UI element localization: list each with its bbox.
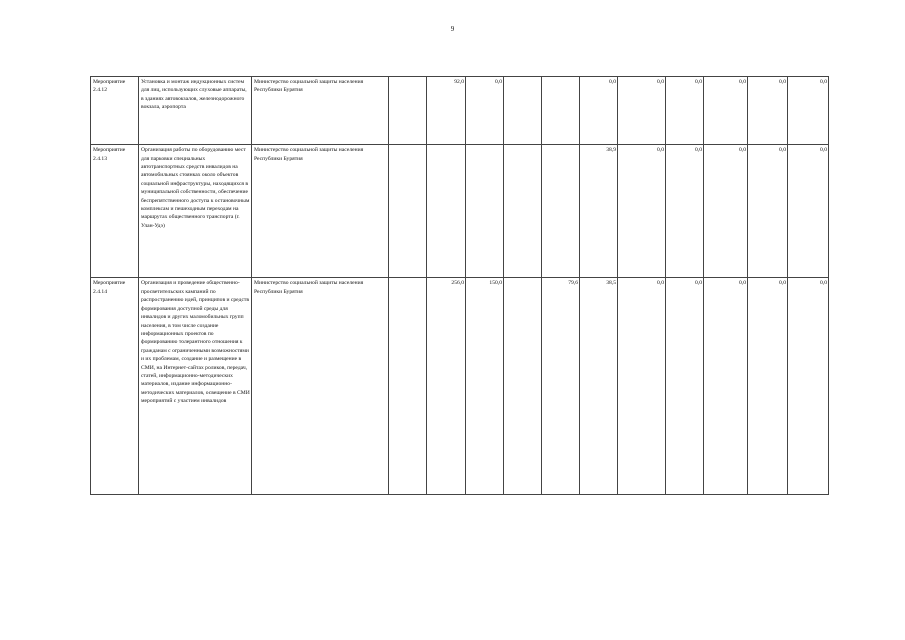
measure-name-cell: Установка и монтаж индукционных систем для лиц, использующих слуховые аппараты, в зданиях автовокзалов, железнодорожного вокзала, аэропорта	[139, 77, 252, 145]
funding-value-cell: 0,0	[704, 278, 748, 495]
funding-value-cell	[504, 278, 542, 495]
funding-value-cell: 0,0	[666, 278, 704, 495]
funding-value-cell: 0,0	[466, 77, 504, 145]
table-row	[91, 77, 829, 145]
funding-value-cell: 150,0	[466, 278, 504, 495]
page-number: 9	[450, 25, 455, 33]
funding-value-cell: 0,0	[618, 145, 666, 278]
funding-value-cell	[466, 145, 504, 278]
funding-value-cell: 0,0	[666, 145, 704, 278]
funding-value-cell: 38,9	[580, 145, 618, 278]
funding-value-cell: 0,0	[618, 77, 666, 145]
funding-value-cell	[427, 145, 466, 278]
funding-value-cell: 79,6	[542, 278, 580, 495]
executor-cell: Министерство социальной защиты населения Республики Бурятия	[252, 278, 389, 495]
funding-value-cell	[504, 145, 542, 278]
funding-value-cell: 0,0	[788, 145, 829, 278]
funding-value-cell: 38,5	[580, 278, 618, 495]
funding-value-cell	[389, 278, 427, 495]
funding-value-cell: 0,0	[618, 278, 666, 495]
funding-value-cell: 0,0	[748, 145, 788, 278]
measure-code-cell: Мероприятие 2.4.14	[91, 278, 139, 495]
program-measures-table	[90, 76, 829, 495]
funding-value-cell: 0,0	[704, 77, 748, 145]
funding-value-cell	[542, 145, 580, 278]
funding-value-cell	[389, 77, 427, 145]
funding-value-cell: 92,0	[427, 77, 466, 145]
executor-cell: Министерство социальной защиты населения Республики Бурятия	[252, 77, 389, 145]
measure-name-cell: Организация и проведение общественно-просветительских кампаний по распространению идей, принципов и средств формирования доступной среды для инвалидов и других маломобильных групп населения, в том числе создание информационных проектов по формированию толерантного отношения к гражданам с ограниченными возможностями и их проблемам, создание и размещение в СМИ, на Интернет-сайтах роликов, передач, статей, информационно-методических материалов, издание информационно-методических материалов, освещение в СМИ мероприятий с участием инвалидов	[139, 278, 252, 495]
funding-value-cell	[389, 145, 427, 278]
measure-code-cell: Мероприятие 2.4.13	[91, 145, 139, 278]
funding-value-cell	[542, 77, 580, 145]
funding-value-cell: 0,0	[704, 145, 748, 278]
measure-name-cell: Организация работы по оборудованию мест для парковки специальных автотранспортных средств инвалидов на автомобильных стоянках около объектов социальной инфраструктуры, находящихся в муниципальной собственности, обеспечение беспрепятственного доступа к остановочным комплексам и пешеходным переходам на маршрутах общественного транспорта (г. Улан-Удэ)	[139, 145, 252, 278]
funding-value-cell	[504, 77, 542, 145]
funding-value-cell: 0,0	[788, 278, 829, 495]
funding-value-cell: 0,0	[580, 77, 618, 145]
funding-value-cell: 0,0	[666, 77, 704, 145]
funding-value-cell: 256,0	[427, 278, 466, 495]
funding-value-cell: 0,0	[748, 77, 788, 145]
measure-code-cell: Мероприятие 2.4.12	[91, 77, 139, 145]
executor-cell: Министерство социальной защиты населения Республики Бурятия	[252, 145, 389, 278]
funding-value-cell: 0,0	[748, 278, 788, 495]
table-row	[91, 278, 829, 495]
table-row	[91, 145, 829, 278]
funding-value-cell: 0,0	[788, 77, 829, 145]
